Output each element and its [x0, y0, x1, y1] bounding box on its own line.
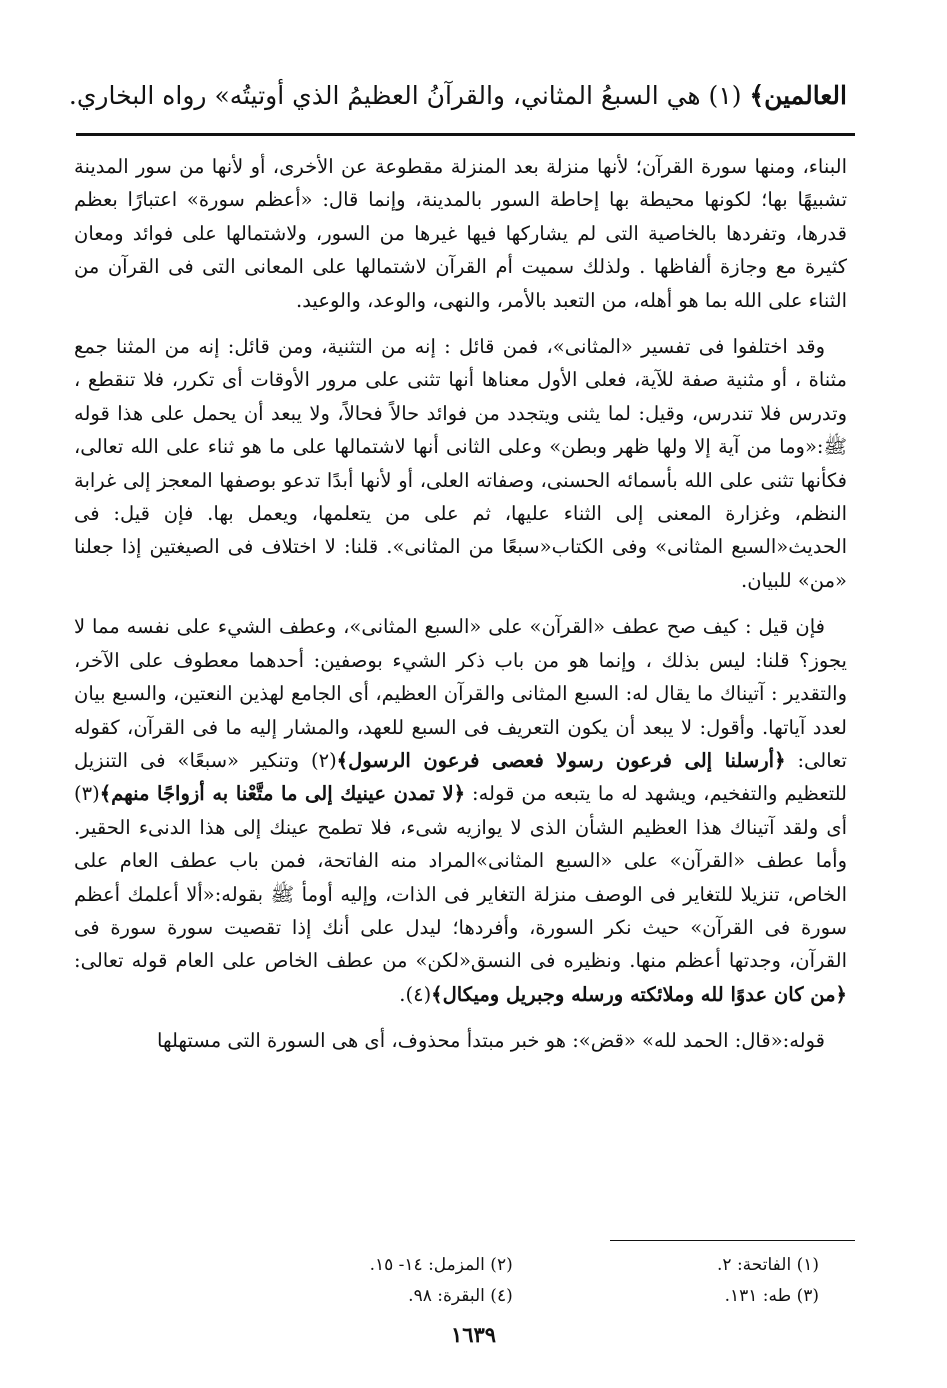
footnote-divider [610, 1240, 855, 1241]
top-continuation-line [60, 74, 847, 118]
paragraph-3-intro: فإن قيل : كيف صح عطف «القرآن» على «السبع المثانى»، وعطف الشيء على نفسه مما لا يجوز؟ قلنا: ليس بذلك ، وإنما هو من باب ذكر الشيء بوصفين: أحدهما معطوف على الآخر، والتقدير : آتيناك ما يقال له: السبع المثانى والقرآن العظيم، أى الجامع لهذين النعتين، والسبع بيان لعدد آياتها. وأقول: لا يبعد أن يكون التعريف فى السبع للعهد، والمشار إليه ما فى القرآن، كقوله تعالى: [74, 615, 847, 772]
footnote-1: (١) الفاتحة: ٢. [717, 1255, 819, 1275]
quran-quote-1: ﴿أرسلنا إلى فرعون رسولا فعصى فرعون الرسول﴾ [336, 748, 786, 772]
paragraph-4: قوله:«قال: الحمد لله» «قض»: هو خبر مبتدأ محذوف، أى هى السورة التى مستهلها [157, 1029, 825, 1053]
page-number: ١٦٣٩ [450, 1322, 497, 1347]
paragraph-3-text-1: (٢) وتنكير «سبعًا» فى التنزيل للتعظيم والتفخيم، ويشهد له ما يتبعه من قوله: [74, 748, 847, 806]
paragraph-2: وقد اختلفوا فى تفسير «المثانى»، فمن قائل : إنه من التثنية، ومن قائل: إنه من المثنا جمع مثناة ، أو مثنية صفة للآية، فعلى الأول معناها أنها تثنى على مرور الأوقات أى تكرر، فلا تنقطع ، وتدرس فلا تندرس، وقيل: لما يثنى ويتجدد من فوائد حالاً فحالاً، ولا يبعد أن يحمل على هذا قوله ﷺ:«وما من آية إلا ولها ظهر وبطن» وعلى الثانى أنها لاشتمالها على ما هو ثناء على الله تعالى، فكأنها تثنى على الله بأسمائه الحسنى، وصفاته العلى، أو لأنها أبدًا تدعو بوصفها المعجز إلى غرابة النظم، وغزارة المعنى إلى الثناء عليها، ثم على من يتعلمها، ويعمل بها. فإن قيل: فى الحديث«السبع المثانى» وفى الكتاب«سبعًا من المثانى». قلنا: لا اختلاف فى الصيغتين إذا جعلنا «من» للبيان. [74, 335, 847, 592]
quran-quote-3: ﴿من كان عدوًا لله وملائكته ورسله وجبريل وميكال﴾ [431, 982, 847, 1006]
paragraph-3 [74, 610, 847, 1011]
paragraph-3-text-2: (٣) أى ولقد آتيناك هذا العظيم الشأن الذى لا يوازيه شىء، فلا تطمح عينك إلى هذا الدنىء الحقير. وأما عطف «القرآن» على «السبع المثانى»المراد منه الفاتحة، فمن باب عطف العام على الخاص، تنزيلا للتغاير فى الوصف منزلة التغاير فى الذات، وإليه أومأ ﷺ بقوله:«ألا أعلمك أعظم سورة فى القرآن» حيث نكر السورة، وأفردها؛ ليدل على أنك إذا تقصيت سورة سورة فى القرآن، وجدتها أعظم منها. ونظيره فى النسق«لكن» من عطف الخاص على العام قوله تعالى: [74, 782, 847, 973]
paragraph-3-text-3: (٤). [399, 982, 432, 1006]
footnote-row [230, 1250, 819, 1281]
header-rest: (١) هي السبعُ المثاني، والقرآنُ العظيمُ الذي أوتيتُه» رواه البخاري. [68, 81, 750, 110]
footnote-row [230, 1281, 819, 1312]
header-divider [76, 133, 855, 136]
footnote-2: (٢) المزمل: ١٤- ١٥. [369, 1255, 513, 1275]
footnote-4: (٤) البقرة: ٩٨. [408, 1286, 513, 1306]
quran-quote-2: ﴿لا تمدن عينيك إلى ما متَّعْنا به أزواجًا منهم﴾ [99, 782, 465, 806]
header-bold-word: العالمين﴾ [749, 81, 847, 110]
commentary-body [74, 150, 847, 1058]
paragraph-1: البناء، ومنها سورة القرآن؛ لأنها منزلة بعد المنزلة مقطوعة عن الأخرى، أو لأنها من سور المدينة تشبيهًا بها؛ لكونها محيطة بها إحاطة السور بالمدينة، وإنما قال: «أعظم سورة» اعتبارًا بعظم قدرها، وتفردها بالخاصية التى لم يشاركها فيها غيرها من السور، ولاشتمالها على فوائد ومعان كثيرة مع وجازة ألفاظها . ولذلك سميت أم القرآن لاشتمالها على المعانى التى فى القرآن من الثناء على الله بما هو أهله، من التعبد بالأمر، والنهى، والوعد، والوعيد. [74, 155, 847, 312]
footnotes [230, 1250, 819, 1312]
footnote-3: (٣) طه: ١٣١. [724, 1286, 819, 1306]
